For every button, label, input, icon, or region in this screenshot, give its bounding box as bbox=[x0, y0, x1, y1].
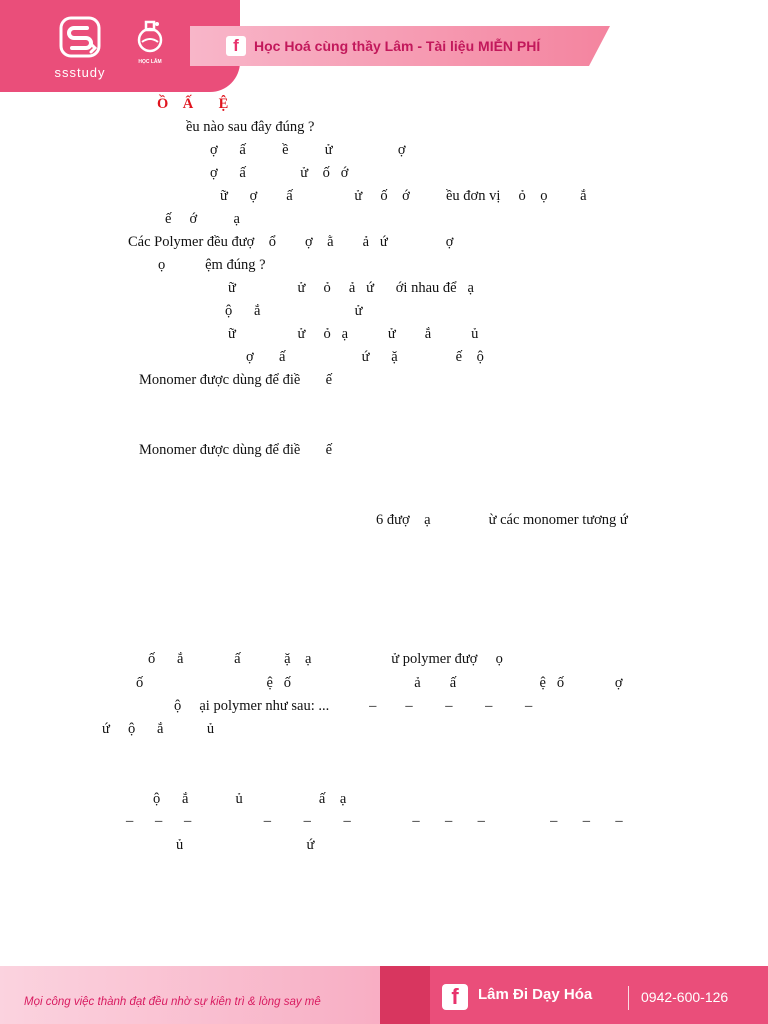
section-heading: Ồ Ấ Ệ bbox=[157, 96, 229, 112]
text-line: ữ ử ỏ ả ứ ới nhau để ạ bbox=[228, 280, 474, 296]
text-line: ủ ứ bbox=[176, 837, 315, 853]
text-line: Monomer được dùng để điề ế bbox=[139, 372, 333, 388]
text-line: ều nào sau đây đúng ? bbox=[186, 119, 315, 135]
text-line: ọ ệm đúng ? bbox=[158, 257, 266, 273]
text-line: ợ ấ ử ố ớ bbox=[210, 165, 349, 181]
header-title: Học Hoá cùng thầy Lâm - Tài liệu MIỄN PHÍ bbox=[254, 38, 541, 54]
footer-page-name[interactable]: Lâm Đi Dạy Hóa bbox=[478, 986, 593, 1003]
text-line: Monomer được dùng để điề ế bbox=[139, 442, 333, 458]
text-line: ố ắ ấ ặ ạ ử polymer đượ ọ bbox=[148, 651, 503, 667]
text-line: ế ớ ạ bbox=[165, 211, 240, 227]
text-line: ố ệ ố ả ấ ệ ố ợ bbox=[136, 675, 623, 691]
text-line: ợ ấ ề ử ợ bbox=[210, 142, 406, 158]
text-line: Các Polymer đều đượ ổ ợ ằ ả ứ ợ bbox=[128, 234, 454, 250]
footer-slogan-band bbox=[0, 966, 430, 1024]
text-line: ứ ộ ắ ủ bbox=[102, 721, 215, 737]
text-line: ữ ợ ấ ử ố ớ ều đơn vị ỏ ọ ắ bbox=[220, 188, 587, 204]
text-line: ộ ắ ủ ấ ạ bbox=[153, 791, 347, 807]
brand-name: ssstudy bbox=[54, 65, 106, 80]
text-line: ộ ắ ử bbox=[225, 303, 363, 319]
text-line: 6 đượ ạ ừ các monomer tương ứ bbox=[376, 512, 628, 528]
footer-phone[interactable]: 0942-600-126 bbox=[641, 989, 729, 1005]
text-line: ộ ại polymer như sau: ... – – – – – bbox=[174, 698, 533, 714]
text-line: ợ ấ ứ ặ ế ộ bbox=[246, 349, 484, 365]
hoc-lam-text: HỌC LÂM bbox=[138, 59, 162, 65]
footer-slogan: Mọi công việc thành đạt đều nhờ sự kiên trì & lòng say mê bbox=[24, 996, 321, 1008]
facebook-icon[interactable]: f bbox=[226, 36, 246, 56]
footer-divider-band bbox=[380, 966, 430, 1024]
footer-separator bbox=[628, 986, 629, 1010]
text-line: – – – – – – – – – – – – bbox=[126, 813, 623, 829]
footer-facebook-icon[interactable]: f bbox=[442, 984, 468, 1010]
text-line: ữ ử ỏ ạ ử ắ ủ bbox=[228, 326, 479, 342]
